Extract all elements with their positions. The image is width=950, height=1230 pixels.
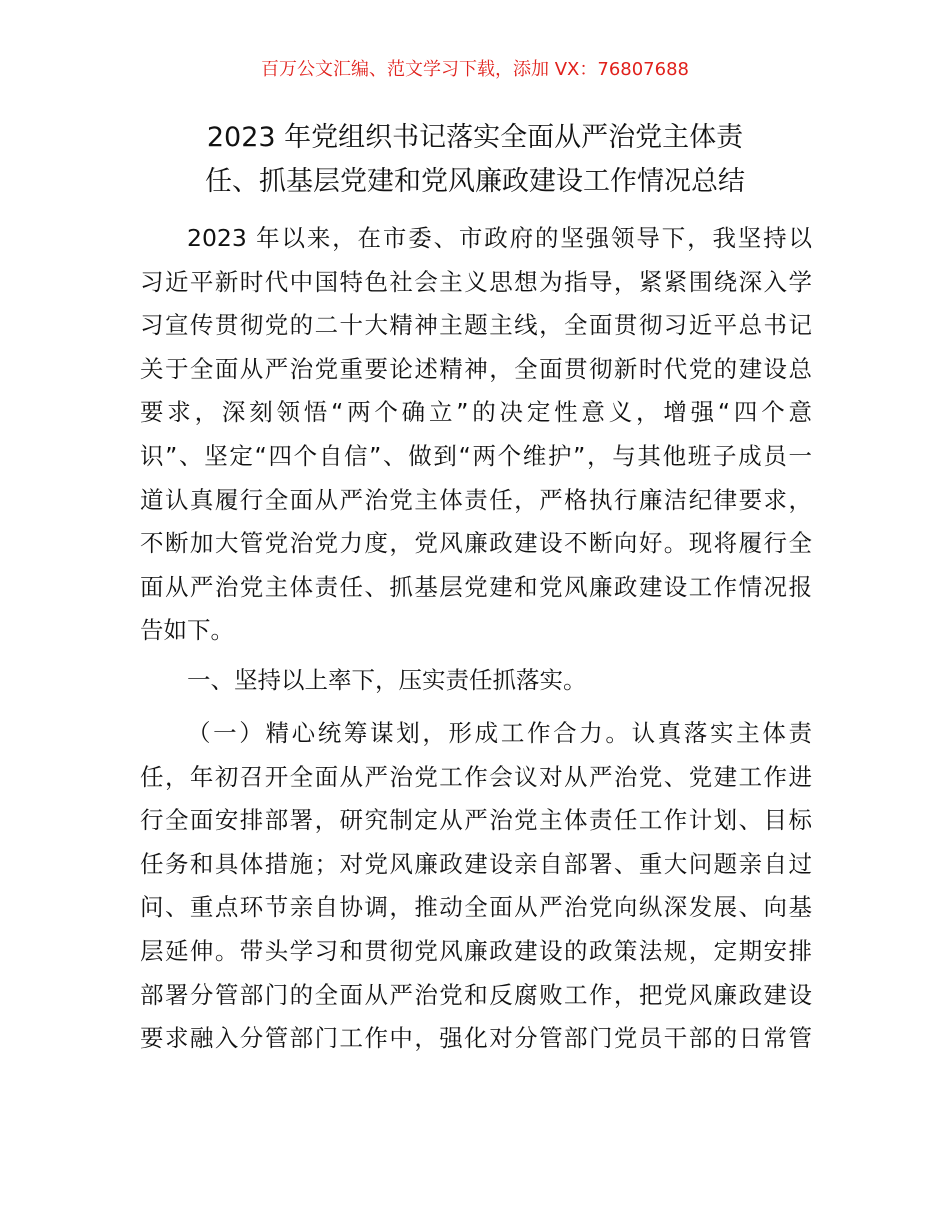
paragraph-line: 习近平新时代中国特色社会主义思想为指导，紧紧围绕深入学 <box>140 267 812 296</box>
document-title <box>140 116 810 204</box>
section-heading-text: 一、坚持以上率下，压实责任抓落实。 <box>187 666 587 694</box>
paragraph-line: 面从严治党主体责任、抓基层党建和党风廉政建设工作情况报 <box>140 572 812 601</box>
paragraph-line: 2023 年以来，在市委、市政府的坚强领导下，我坚持以 <box>187 224 812 252</box>
section-paragraph <box>140 712 812 1061</box>
paragraph-line: 识”、坚定“四个自信”、做到“两个维护”，与其他班子成员一 <box>140 441 812 470</box>
title-line: 2023 年党组织书记落实全面从严治党主体责 <box>206 122 744 153</box>
header-banner: 百万公文汇编、范文学习下载，添加 VX：76807688 <box>261 59 689 80</box>
paragraph-line: 习宣传贯彻党的二十大精神主题主线，全面贯彻习近平总书记 <box>140 311 812 340</box>
paragraph-line: 任务和具体措施；对党风廉政建设亲自部署、重大问题亲自过 <box>140 849 812 878</box>
paragraph-line: 关于全面从严治党重要论述精神，全面贯彻新时代党的建设总 <box>140 354 812 383</box>
paragraph-line: 道认真履行全面从严治党主体责任，严格执行廉洁纪律要求， <box>140 485 812 514</box>
paragraph-line: 任，年初召开全面从严治党工作会议对从严治党、党建工作进 <box>140 762 812 791</box>
paragraph-line: 不断加大管党治党力度，党风廉政建设不断向好。现将履行全 <box>140 529 812 558</box>
paragraph-line: 要求融入分管部门工作中，强化对分管部门党员干部的日常管 <box>140 1024 812 1053</box>
paragraph-line: （一）精心统筹谋划，形成工作合力。认真落实主体责 <box>187 719 812 747</box>
paragraph-line: 告如下。 <box>140 616 234 645</box>
paragraph-line: 部署分管部门的全面从严治党和反腐败工作，把党风廉政建设 <box>140 980 812 1009</box>
paragraph-line: 行全面安排部署，研究制定从严治党主体责任工作计划、目标 <box>140 806 812 835</box>
title-line: 任、抓基层党建和党风廉政建设工作情况总结 <box>205 166 745 197</box>
paragraph-line: 问、重点环节亲自协调，推动全面从严治党向纵深发展、向基 <box>140 893 812 922</box>
intro-paragraph <box>140 217 812 653</box>
paragraph-line: 要求，深刻领悟“两个确立”的决定性意义，增强“四个意 <box>140 398 812 427</box>
paragraph-line: 层延伸。带头学习和贯彻党风廉政建设的政策法规，定期安排 <box>140 936 812 965</box>
section-heading <box>140 659 812 703</box>
